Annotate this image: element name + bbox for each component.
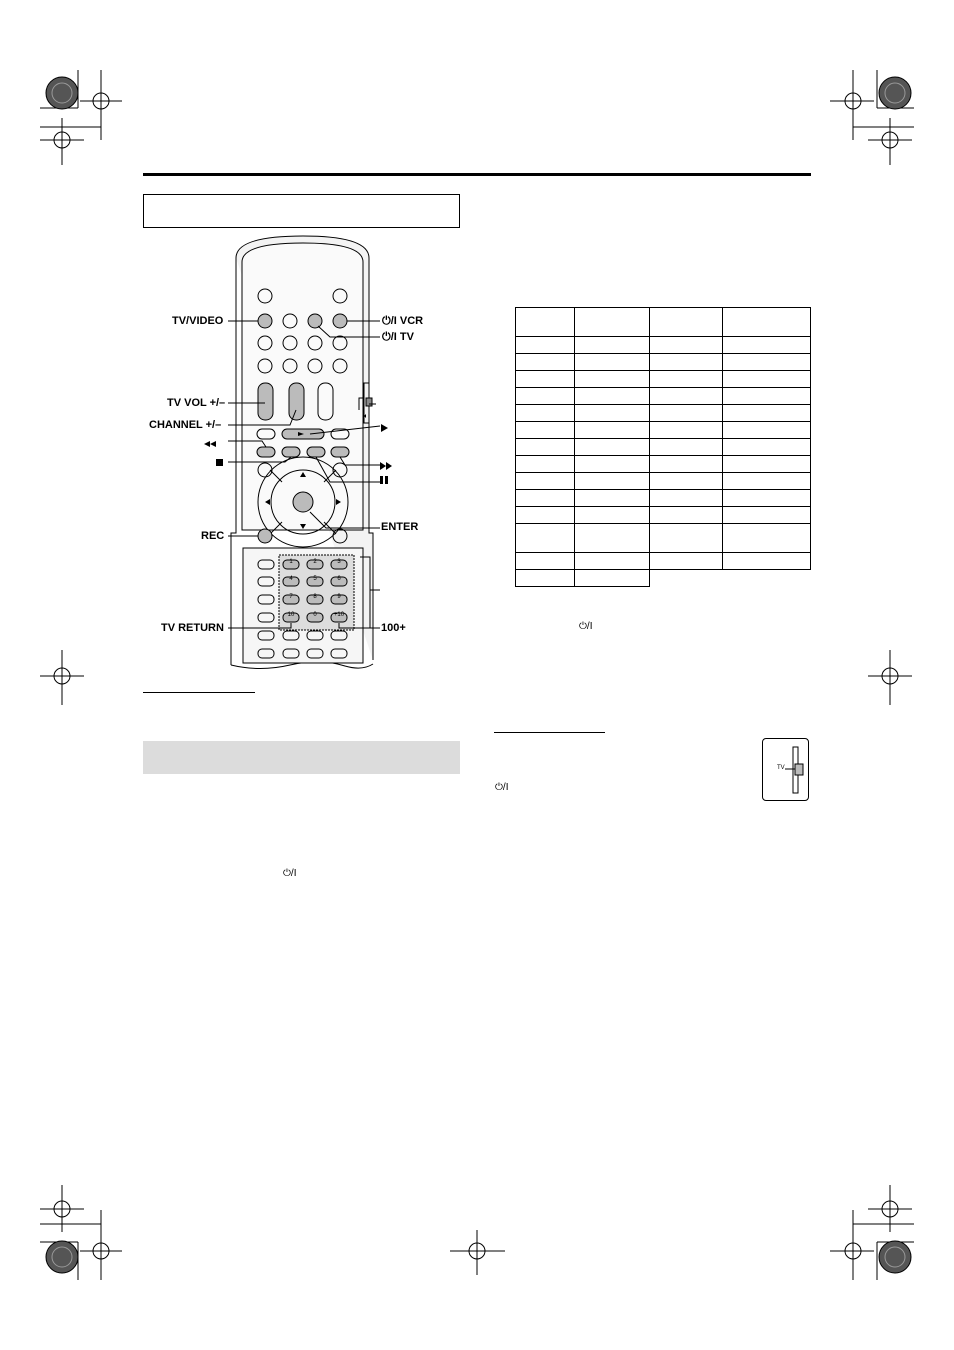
key-6: 6 xyxy=(337,576,341,582)
key-2: 2 xyxy=(313,559,317,565)
section-bar xyxy=(143,741,460,774)
key-8: 8 xyxy=(313,594,317,600)
code-table xyxy=(515,307,811,587)
tv-return-label: TV RETURN xyxy=(161,622,224,634)
power-icon: ⏻/I xyxy=(382,331,400,343)
key-3: 3 xyxy=(337,559,341,565)
hundred-plus-label: 100+ xyxy=(381,622,406,634)
tv-vol-label: TV VOL +/– xyxy=(167,397,226,409)
note-underline-right xyxy=(494,732,605,733)
key-0: 0 xyxy=(313,612,317,618)
key-9: 9 xyxy=(337,594,341,600)
key-7: 7 xyxy=(289,594,293,600)
enter-label: ENTER xyxy=(381,521,419,533)
power-icon: ⏻/I xyxy=(579,621,593,632)
key-4: 4 xyxy=(289,576,293,582)
key-1: 1 xyxy=(289,559,293,565)
slide-switch-icon xyxy=(763,739,810,802)
power-icon: ⏻/I xyxy=(382,315,400,327)
note-underline xyxy=(143,692,255,693)
vcr-power-label: ⏻/I VCR xyxy=(382,315,424,327)
key-10: 10 xyxy=(287,612,295,618)
tv-switch-illustration xyxy=(762,738,809,801)
key-plus10: +10 xyxy=(333,612,345,618)
channel-label: CHANNEL +/– xyxy=(149,419,222,431)
tv-video-label: TV/VIDEO xyxy=(172,315,224,327)
tv-switch-label: TV xyxy=(777,765,785,771)
tv-power-label: ⏻/I TV xyxy=(382,331,414,343)
key-5: 5 xyxy=(313,576,317,582)
power-icon: ⏻/I xyxy=(283,868,297,879)
power-icon: ⏻/I xyxy=(495,782,509,793)
rec-label: REC xyxy=(201,530,225,542)
